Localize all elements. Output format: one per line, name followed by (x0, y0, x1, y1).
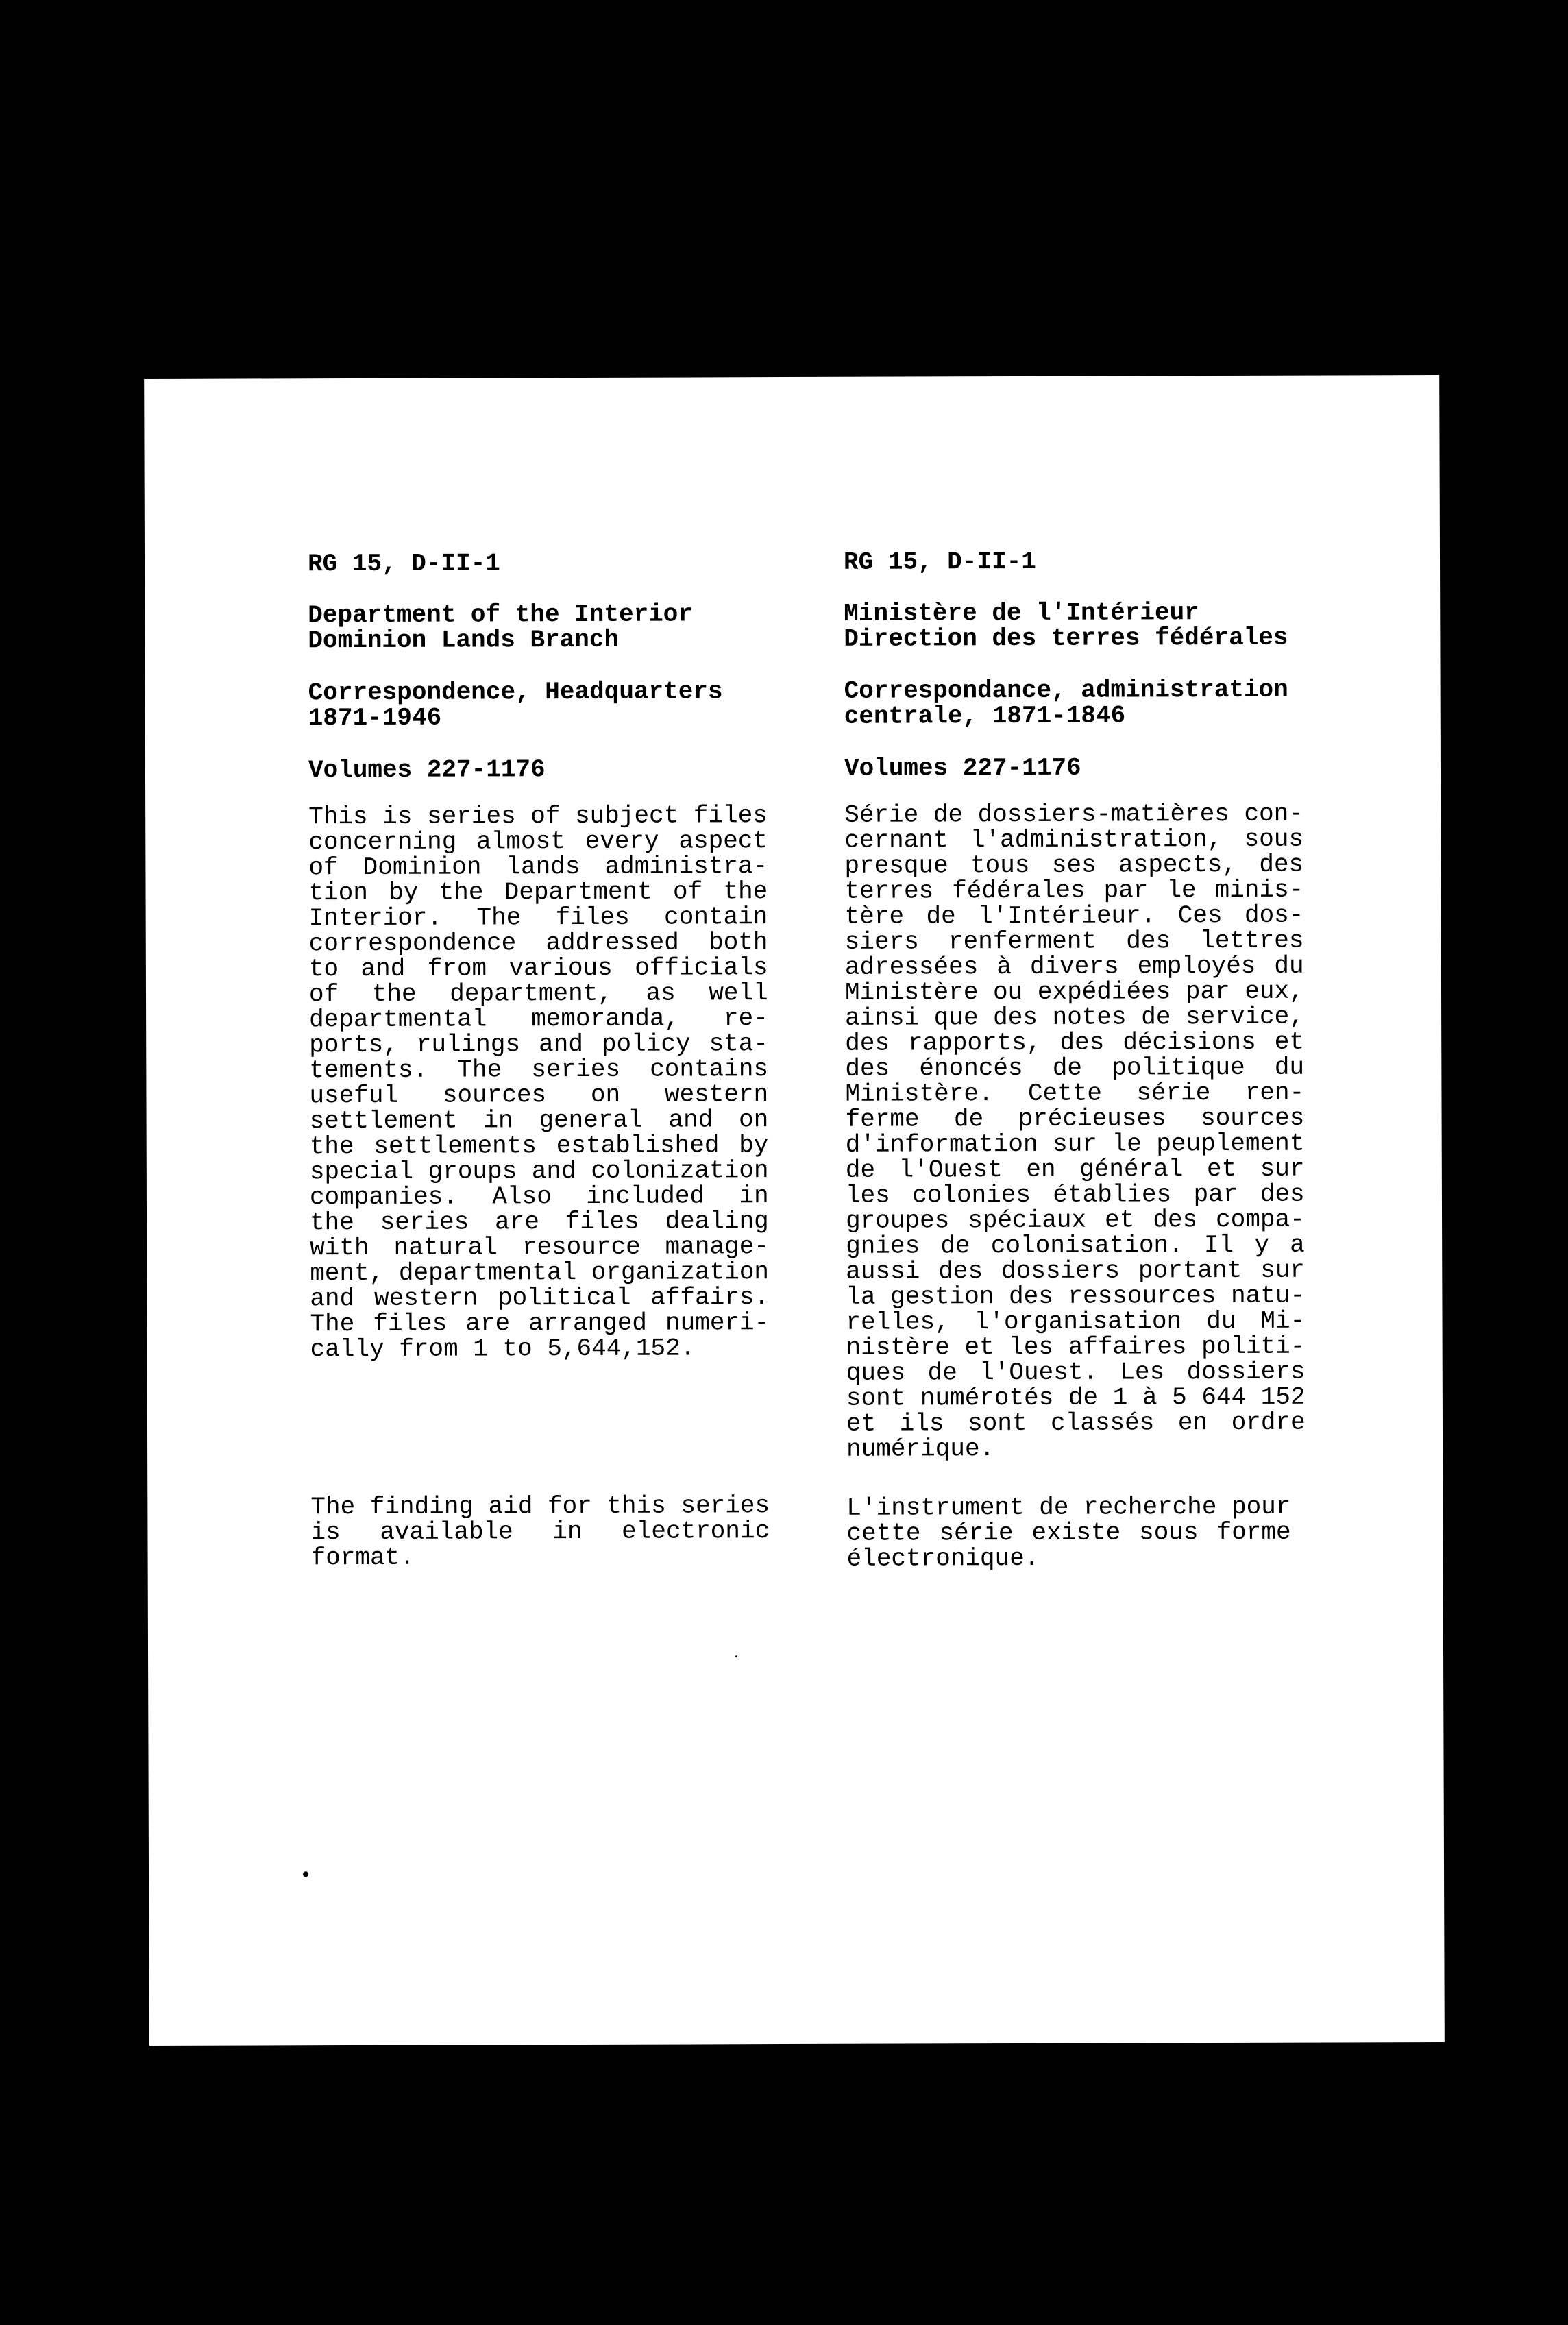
text-line: L'instrument de recherche pour (846, 1492, 1291, 1522)
text-line: to and from various officials (308, 953, 768, 984)
text-line: et ils sont classés en ordre (846, 1408, 1306, 1438)
french-title-line: centrale, 1871-1846 (844, 701, 1126, 731)
text-line: ment, departmental organization (310, 1258, 770, 1288)
text-line: The files are arranged numeri- (310, 1308, 770, 1339)
english-description (308, 803, 769, 1362)
text-line: de l'Ouest en général et sur (845, 1154, 1305, 1184)
text-line: settlement in general and on (309, 1106, 769, 1136)
english-title-line: 1871-1946 (308, 703, 442, 733)
text-line: ferme de précieuses sources (845, 1104, 1305, 1134)
scan-speck (303, 1871, 308, 1877)
french-series-title (844, 677, 1288, 729)
text-line: gnies de colonisation. Il y a (846, 1230, 1305, 1261)
text-line: and western political affairs. (310, 1283, 770, 1313)
text-line: special groups and colonization (309, 1156, 769, 1186)
text-line: siers renferment des lettres (844, 926, 1304, 956)
text-line: of the department, as well (308, 979, 768, 1009)
text-line: The finding aid for this series (310, 1492, 770, 1522)
english-series-title (308, 679, 723, 731)
text-line: useful sources on western (309, 1080, 769, 1110)
french-department (844, 600, 1288, 652)
text-line: cally from 1 to 5,644,152. (310, 1334, 696, 1364)
text-line: is available in electronic (310, 1517, 770, 1547)
english-department-line: Dominion Lands Branch (308, 625, 620, 655)
text-line: departmental memoranda, re- (309, 1004, 768, 1034)
english-finding-aid-note (310, 1493, 770, 1570)
text-line: des énoncés de politique du (845, 1053, 1305, 1083)
french-finding-aid-note (846, 1494, 1290, 1572)
text-line: d'information sur le peuplement (845, 1129, 1305, 1159)
text-line: ainsi que des notes de service, (845, 1002, 1304, 1032)
french-department-line: Direction des terres fédérales (844, 623, 1288, 653)
french-volumes: Volumes 227-1176 (844, 753, 1081, 783)
document-page (144, 375, 1445, 2046)
text-line: ques de l'Ouest. Les dossiers (846, 1357, 1306, 1387)
english-department (308, 601, 693, 653)
text-line: cernant l'administration, sous (844, 825, 1304, 855)
text-line: sont numérotés de 1 à 5 644 152 (846, 1383, 1306, 1413)
text-line: terres fédérales par le minis- (844, 875, 1304, 905)
text-line: companies. Also included in (309, 1182, 769, 1212)
text-line: des rapports, des décisions et (845, 1027, 1305, 1058)
english-reference-code: RG 15, D-II-1 (307, 549, 500, 579)
text-line: adressées à divers employés du (844, 951, 1304, 982)
french-title-line: Correspondance, administration (844, 675, 1288, 705)
text-line: tère de l'Intérieur. Ces dos- (844, 901, 1304, 931)
text-line: presque tous ses aspects, des (844, 850, 1304, 880)
text-line: format. (310, 1543, 415, 1572)
text-line: concerning almost every aspect (308, 827, 768, 857)
text-line: of Dominion lands administra- (308, 852, 768, 882)
text-line: cette série existe sous forme (846, 1518, 1291, 1548)
text-line: Ministère. Cette série ren- (845, 1078, 1305, 1108)
text-line: correspondence addressed both (308, 928, 768, 958)
text-line: ports, rulings and policy sta- (309, 1030, 769, 1060)
text-line: tion by the Department of the (308, 877, 768, 908)
text-line: la gestion des ressources natu- (846, 1281, 1306, 1311)
text-line: aussi des dossiers portant sur (846, 1256, 1306, 1286)
scan-speck (735, 1655, 737, 1657)
text-line: the settlements established by (309, 1131, 769, 1161)
text-line: numérique. (846, 1435, 995, 1463)
text-line: relles, l'organisation du Mi- (846, 1306, 1306, 1337)
text-line: groupes spéciaux et des compa- (845, 1205, 1305, 1235)
text-line: nistère et les affaires politi- (846, 1332, 1306, 1362)
text-line: Série de dossiers-matières con- (844, 799, 1303, 829)
text-line: the series are files dealing (309, 1207, 769, 1237)
french-reference-code: RG 15, D-II-1 (843, 547, 1036, 576)
text-line: les colonies établies par des (845, 1180, 1305, 1210)
text-line: Interior. The files contain (308, 903, 768, 933)
text-line: This is series of subject files (308, 801, 768, 831)
english-department-line: Department of the Interior (308, 600, 694, 630)
french-description (844, 801, 1306, 1462)
text-line: Ministère ou expédiées par eux, (844, 977, 1304, 1007)
french-department-line: Ministère de l'Intérieur (844, 598, 1199, 628)
text-line: with natural resource manage- (310, 1232, 769, 1263)
text-line: électronique. (846, 1544, 1040, 1573)
english-volumes: Volumes 227-1176 (308, 755, 546, 785)
english-title-line: Correspondence, Headquarters (308, 677, 723, 707)
text-line: tements. The series contains (309, 1055, 769, 1085)
